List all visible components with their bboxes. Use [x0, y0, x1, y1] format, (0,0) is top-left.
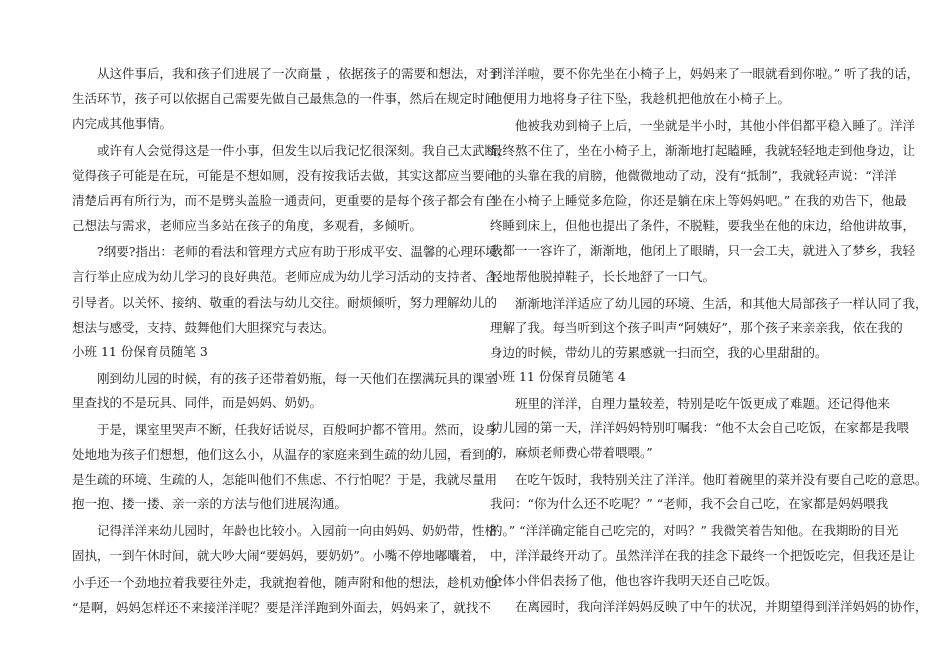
text-line: “是啊，妈妈怎样还不来接洋洋呢？要是洋洋跑到外面去，妈妈来了，就找不: [72, 600, 491, 615]
text-line: 的，麻烦老师费心带着喂喂。”: [490, 445, 653, 460]
text-line: 班里的洋洋，自理力量较差，特别是吃午饭更成了难题。还记得他来: [515, 396, 891, 411]
text-line: 在吃午饭时，我特别关注了洋洋。他盯着碗里的菜并没有要自己吃的意思。: [515, 472, 928, 487]
text-line: 他被我劝到椅子上后，一坐就是半小时，其他小伴侣都平稳入睡了。洋洋: [515, 118, 916, 133]
text-line: 或许有人会觉得这是一件小事，但发生以后我记忆很深刻。我自己太武断，: [97, 143, 510, 158]
text-line: 内完成其他事情。: [72, 116, 173, 131]
text-line: 是生疏的环境、生疏的人，怎能叫他们不焦虑、不行怕呢？于是，我就尽量用: [72, 472, 498, 487]
text-line: 抱一抱、搂一搂、亲一亲的方法与他们进展沟通。: [72, 496, 348, 511]
text-line: 全体小伴侣表扬了他，他也容许我明天还自己吃饭。: [490, 573, 778, 588]
text-line: 觉得孩子可能是在玩，可能是不想如厕，没有按我话去做，其实这都应当要问: [72, 168, 498, 183]
text-line: 他的头靠在我的肩膀，他微微地动了动，没有“抵制”，我就轻声说：“洋洋: [490, 168, 897, 183]
text-line: 小手还一个劲地拉着我要往外走，我就抱着他，随声附和他的想法，趁机劝他：: [72, 575, 510, 590]
text-line: 清楚后再有所行为，而不是劈头盖脸一通责问，更重要的是每个孩子都会有自: [72, 193, 498, 208]
text-line: 引导者。以关怀、接纳、敬重的看法与幼儿交往。耐烦倾听，努力理解幼儿的: [72, 295, 498, 310]
text-line: 渐渐地洋洋适应了幼儿园的环境、生活，和其他大局部孩子一样认同了我，: [515, 296, 928, 311]
section-heading: 小班 11 份保育员随笔 3: [72, 344, 208, 359]
text-line: 中，洋洋最终开动了。虽然洋洋在我的挂念下最终一个把饭吃完，但我还是让: [490, 548, 916, 563]
text-line: 最终熬不住了，坐在小椅子上，渐渐地打起瞌睡，我就轻轻地走到他身边，让: [490, 143, 916, 158]
text-line: 幼儿园的第一天，洋洋妈妈特别叮嘱我：“他不太会自己吃饭，在家都是我喂: [490, 420, 909, 435]
text-line: 身边的时候，带幼儿的劳累感就一扫而空，我的心里甜甜的。: [490, 345, 828, 360]
section-heading: 小班 11 份保育员随笔 4: [490, 369, 626, 384]
text-line: 他便用力地将身子往下坠，我趁机把他放在小椅子上。: [490, 91, 791, 106]
text-line: 到洋洋啦，要不你先坐在小椅子上，妈妈来了一眼就看到你啦。” 听了我的话，: [490, 66, 920, 81]
text-line: ?纲要?指出：老师的看法和管理方式应有助于形成平安、温馨的心理环境；: [97, 244, 511, 259]
text-line: 的。” “洋洋确定能自己吃完的，对吗？” 我微笑着告知他。在我期盼的目光: [490, 523, 899, 538]
text-line: 固执，一到午休时间，就大吵大闹“要妈妈，要奶奶”。小嘴不停地嘟囔着，: [72, 548, 485, 563]
text-line: 从这件事后，我和孩子们进展了一次商量 ，依据孩子的需要和想法，对于: [97, 66, 501, 81]
text-line: 我都一一容许了，渐渐地，他闭上了眼睛，只一会工夫，就进入了梦乡，我轻: [490, 243, 916, 258]
text-line: 轻地帮他脱掉鞋子，长长地舒了一口气。: [490, 269, 716, 284]
text-line: 于是，课室里哭声不断，任我好话说尽，百般呵护都不管用。然而，设身: [97, 422, 498, 437]
text-line: 理解了我。每当听到这个孩子叫声“阿姨好”，那个孩子来亲亲我，依在我的: [490, 320, 903, 335]
text-line: 生活环节，孩子可以依据自己需要先做自己最焦急的一件事，然后在规定时间: [72, 91, 498, 106]
text-line: 己想法与需求，老师应当多站在孩子的角度，多观看，多倾听。: [72, 218, 423, 233]
text-line: 言行举止应成为幼儿学习的良好典范。老师应成为幼儿学习活动的支持者、合、: [72, 269, 510, 284]
text-line: 终睡到床上，但他也提出了条件，不脱鞋，要我坐在他的床边，给他讲故事，: [490, 218, 916, 233]
text-line: 处地地为孩子们想想，他们这么小，从温存的家庭来到生疏的幼儿园，看到的: [72, 447, 498, 462]
text-line: 坐在小椅子上睡觉多危险，你还是躺在床上等妈妈吧。” 在我的劝告下，他最: [490, 193, 907, 208]
text-line: 在离园时，我向洋洋妈妈反映了中午的状况，并期望得到洋洋妈妈的协作，: [515, 599, 928, 614]
text-line: 我问：“你为什么还不吃呢？” “老师，我不会自己吃，在家都是妈妈喂我: [490, 496, 889, 511]
text-line: 记得洋洋来幼儿园时，年龄也比较小。入园前一向由妈妈、奶奶带，性格: [97, 523, 498, 538]
text-line: 里查找的不是玩具、同伴，而是妈妈、奶奶。: [72, 395, 323, 410]
text-line: 想法与感受，支持、鼓舞他们大胆探究与表达。: [72, 320, 335, 335]
text-line: 刚到幼儿园的时候，有的孩子还带着奶瓶，每一天他们在摆满玩具的课室: [97, 371, 498, 386]
